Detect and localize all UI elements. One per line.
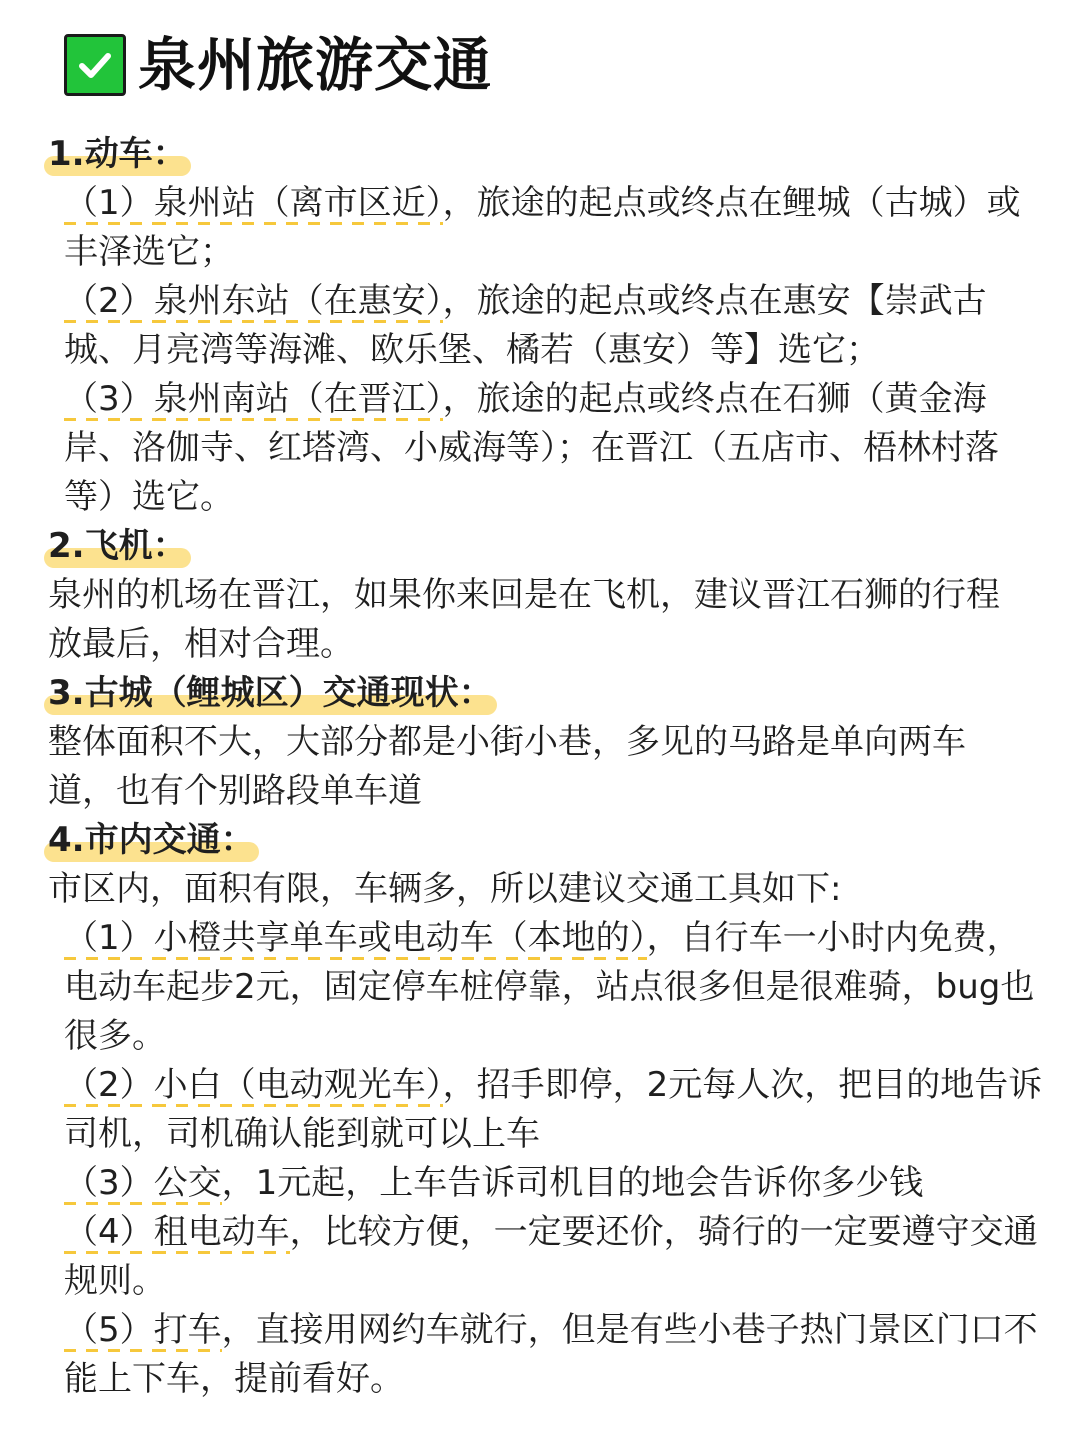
section-heading: 2.飞机： (48, 522, 187, 571)
section-city-transport (48, 816, 1043, 1404)
check-mark-icon (64, 34, 126, 96)
section-heading: 4.市内交通： (48, 816, 255, 865)
title-row (64, 24, 1032, 106)
list-item: （1）小橙共享单车或电动车（本地的），自行车一小时内免费，电动车起步2元，固定停车桩停靠，站点很多但是很难骑，bug也很多。 (64, 918, 1035, 1056)
list-item: （5）打车，直接用网约车就行，但是有些小巷子热门景区门口不能上下车，提前看好。 (64, 1310, 1038, 1399)
section-airplane (48, 522, 1032, 669)
section-paragraph: 整体面积不大，大部分都是小街小巷，多见的马路是单向两车道，也有个别路段单车道 (48, 722, 966, 811)
list-item: （2）泉州东站（在惠安），旅途的起点或终点在惠安【崇武古城、月亮湾等海滩、欧乐堡、橘若（惠安）等】选它； (64, 281, 987, 370)
list-item: （1）泉州站（离市区近），旅途的起点或终点在鲤城（古城）或丰泽选它； (64, 183, 1021, 272)
section-heading: 3.古城（鲤城区）交通现状： (48, 669, 493, 718)
section-high-speed-rail (48, 130, 1032, 522)
section-heading: 1.动车： (48, 130, 187, 179)
list-item: （2）小白（电动观光车），招手即停，2元每人次，把目的地告诉司机，司机确认能到就可以上车 (64, 1065, 1043, 1154)
list-item: （4）租电动车，比较方便，一定要还价，骑行的一定要遵守交通规则。 (64, 1212, 1038, 1301)
section-paragraph: 市区内，面积有限，车辆多，所以建议交通工具如下: (48, 869, 842, 909)
section-old-town-traffic (48, 669, 1032, 816)
page-title: 泉州旅游交通 (138, 31, 493, 99)
list-item: （3）公交，1元起，上车告诉司机目的地会告诉你多少钱 (64, 1163, 924, 1203)
section-paragraph: 泉州的机场在晋江，如果你来回是在飞机，建议晋江石狮的行程放最后，相对合理。 (48, 575, 1000, 664)
list-item: （3）泉州南站（在晋江），旅途的起点或终点在石狮（黄金海岸、洛伽寺、红塔湾、小威海等）；在晋江（五店市、梧林村落等）选它。 (64, 379, 999, 517)
